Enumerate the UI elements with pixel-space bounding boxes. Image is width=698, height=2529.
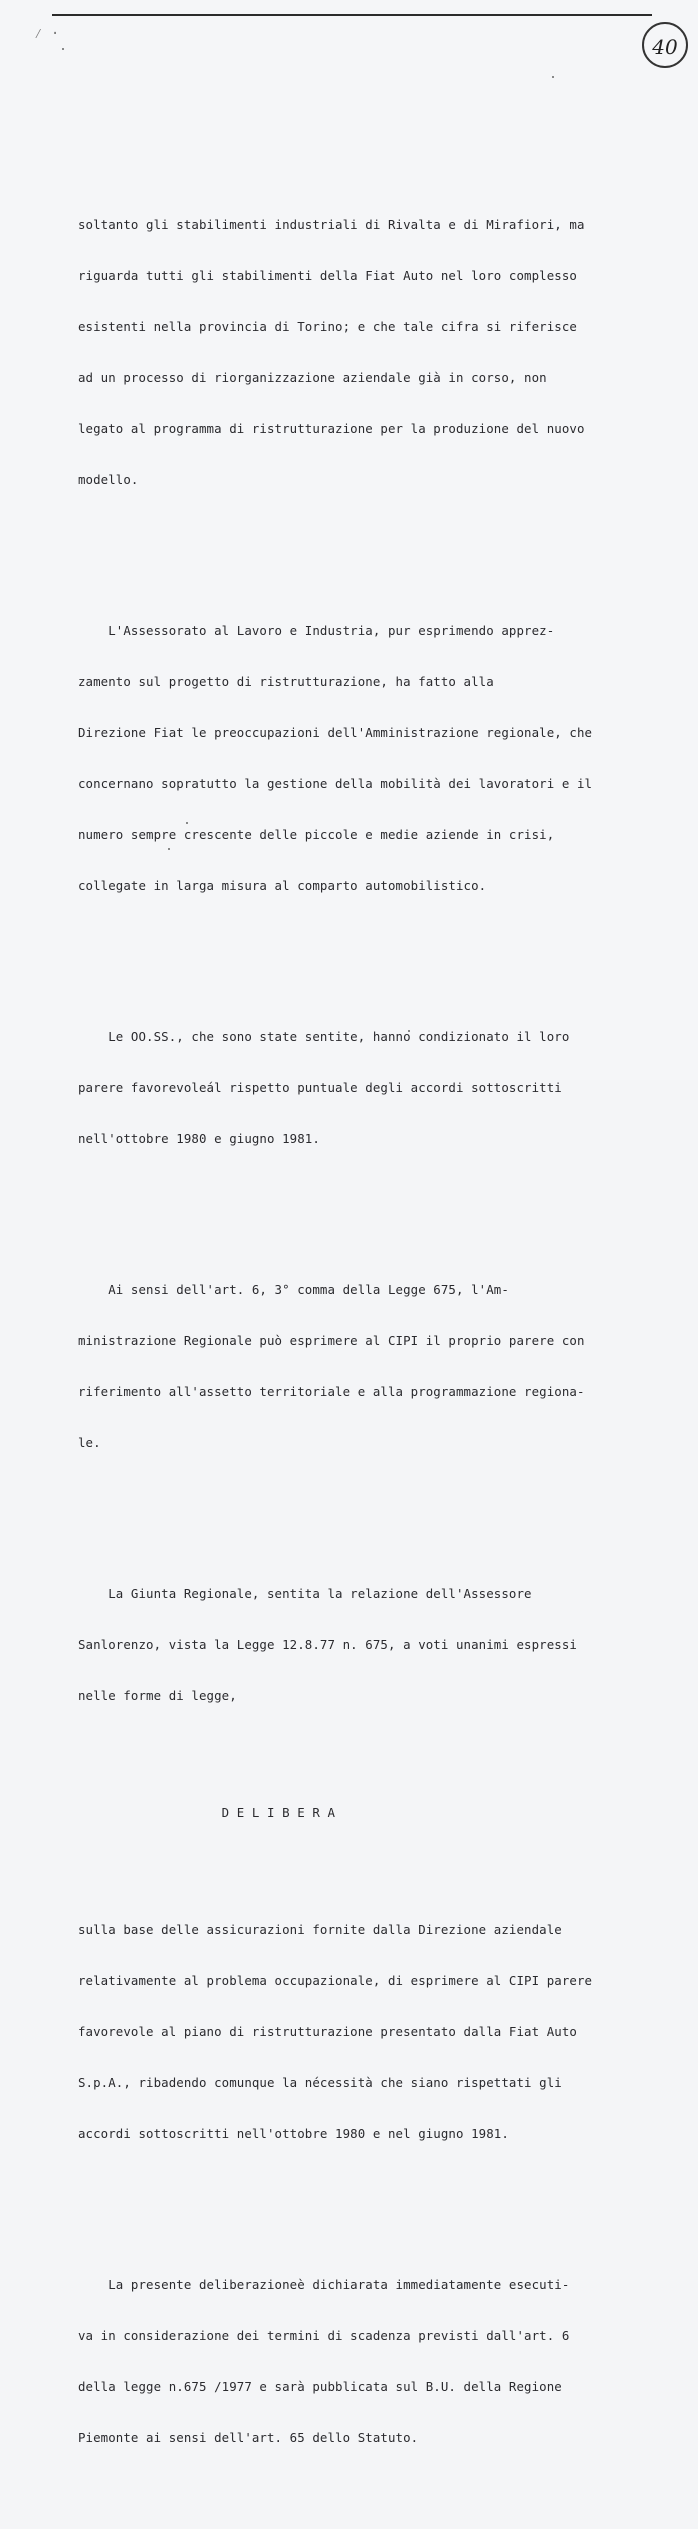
text-line: sulla base delle assicurazioni fornite dalla Direzione aziendale — [78, 1922, 562, 1937]
text-line: La presente deliberazioneè dichiarata immediatamente esecuti- — [78, 2277, 570, 2292]
corner-mark-icon: ⁄ · — [34, 26, 60, 42]
paragraph — [78, 588, 656, 928]
text-line: riguarda tutti gli stabilimenti della Fiat Auto nel loro complesso — [78, 268, 577, 283]
paragraph — [78, 1247, 656, 1485]
document-body — [78, 148, 656, 2529]
text-line: collegate in larga misura al comparto automobilistico. — [78, 878, 487, 893]
text-line: modello. — [78, 472, 139, 487]
text-line: ministrazione Regionale può esprimere al CIPI il proprio parere con — [78, 1333, 585, 1348]
text-line: le. — [78, 1435, 101, 1450]
text-line: riferimento all'assetto territoriale e alla programmazione regiona- — [78, 1384, 585, 1399]
text-line: soltanto gli stabilimenti industriali di Rivalta e di Mirafiori, ma — [78, 217, 585, 232]
text-line: parere favorevoleál rispetto puntuale degli accordi sottoscritti — [78, 1080, 562, 1095]
paragraph — [78, 994, 656, 1181]
text-line: ad un processo di riorganizzazione aziendale già in corso, non — [78, 370, 547, 385]
paragraph — [78, 1887, 656, 2176]
delibera-heading — [78, 1804, 656, 1821]
text-line: La Giunta Regionale, sentita la relazione dell'Assessore — [78, 1586, 532, 1601]
text-line: legato al programma di ristrutturazione per la produzione del nuovo — [78, 421, 585, 436]
text-line: Piemonte ai sensi dell'art. 65 dello Statuto. — [78, 2430, 419, 2445]
text-line: zamento sul progetto di ristrutturazione, ha fatto alla — [78, 674, 494, 689]
paragraph — [78, 2242, 656, 2480]
text-line: relativamente al problema occupazionale, di esprimere al CIPI parere — [78, 1973, 593, 1988]
paragraph — [78, 1551, 656, 1738]
top-rule — [52, 14, 652, 16]
text-line: accordi sottoscritti nell'ottobre 1980 e nel giugno 1981. — [78, 2126, 509, 2141]
text-line: della legge n.675 /1977 e sarà pubblicata sul B.U. della Regione — [78, 2379, 562, 2394]
paragraph — [78, 182, 656, 522]
text-line: Sanlorenzo, vista la Legge 12.8.77 n. 675, a voti unanimi espressi — [78, 1637, 577, 1652]
page-number: 40 — [642, 22, 688, 68]
text-line: nell'ottobre 1980 e giugno 1981. — [78, 1131, 320, 1146]
text-line: Ai sensi dell'art. 6, 3° comma della Legge 675, l'Am- — [78, 1282, 509, 1297]
text-line: concernano sopratutto la gestione della mobilità dei lavoratori e il — [78, 776, 593, 791]
text-line: numero sempre crescente delle piccole e medie aziende in crisi, — [78, 827, 555, 842]
text-line: Le OO.SS., che sono state sentite, hanno condizionato il loro — [78, 1029, 570, 1044]
text-line: S.p.A., ribadendo comunque la nécessità che siano rispettati gli — [78, 2075, 562, 2090]
text-line: esistenti nella provincia di Torino; e che tale cifra si riferisce — [78, 319, 577, 334]
text-line: favorevole al piano di ristrutturazione presentato dalla Fiat Auto — [78, 2024, 577, 2039]
heading-text: D E L I B E R A — [221, 1805, 336, 1820]
text-line: va in considerazione dei termini di scadenza previsti dall'art. 6 — [78, 2328, 570, 2343]
text-line: Direzione Fiat le preoccupazioni dell'Amministrazione regionale, che — [78, 725, 593, 740]
text-line: L'Assessorato al Lavoro e Industria, pur esprimendo apprez- — [78, 623, 555, 638]
text-line: nelle forme di legge, — [78, 1688, 237, 1703]
